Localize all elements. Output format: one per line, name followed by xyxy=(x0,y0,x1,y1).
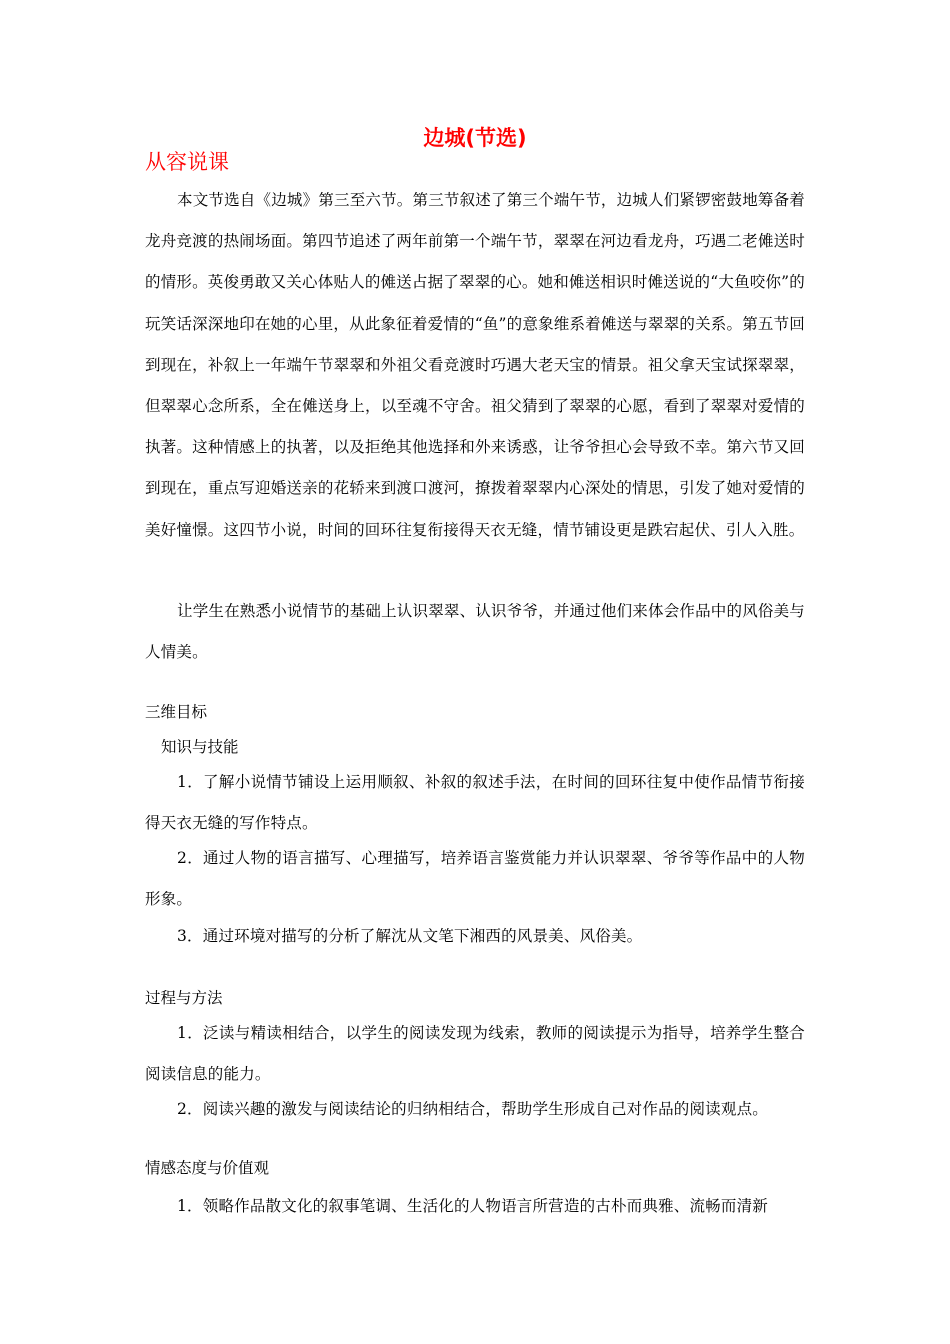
knowledge-heading: 知识与技能 xyxy=(161,738,239,756)
section-heading: 从容说课 xyxy=(145,150,229,174)
knowledge-item-2: 2．通过人物的语言描写、心理描写，培养语言鉴赏能力并认识翠翠、爷爷等作品中的人物形象。 xyxy=(145,849,805,909)
intro-paragraph-1: 本文节选自《边城》第三至六节。第三节叙述了第三个端午节，边城人们紧锣密鼓地筹备着龙舟竞渡的热闹场面。第四节追述了两年前第一个端午节，翠翠在河边看龙舟，巧遇二老傩送时的情形。英俊勇敢又关心体贴人的傩送占据了翠翠的心。她和傩送相识时傩送说的“大鱼咬你”的玩笑话深深地印在她的心里，从此象征着爱情的“鱼”的意象维系着傩送与翠翠的关系。第五节回到现在，补叙上一年端午节翠翠和外祖父看竞渡时巧遇大老天宝的情景。祖父拿天宝试探翠翠，但翠翠心念所系，全在傩送身上，以至魂不守舍。祖父猜到了翠翠的心愿，看到了翠翠对爱情的执著。这种情感上的执著，以及拒绝其他选择和外来诱惑，让爷爷担心会导致不幸。第六节又回到现在，重点写迎婚送亲的花轿来到渡口渡河，撩拨着翠翠内心深处的情思，引发了她对爱情的美好憧憬。这四节小说，时间的回环往复衔接得天衣无缝，情节铺设更是跌宕起伏、引人入胜。 xyxy=(145,191,806,539)
process-item-1: 1．泛读与精读相结合，以学生的阅读发现为线索，教师的阅读提示为指导，培养学生整合阅读信息的能力。 xyxy=(145,1024,805,1084)
emotion-heading: 情感态度与价值观 xyxy=(145,1159,270,1177)
process-item-2: 2．阅读兴趣的激发与阅读结论的归纳相结合，帮助学生形成自己对作品的阅读观点。 xyxy=(177,1100,768,1118)
goals-heading: 三维目标 xyxy=(145,703,208,721)
process-heading: 过程与方法 xyxy=(145,989,223,1007)
knowledge-item-3: 3．通过环境对描写的分析了解沈从文笔下湘西的风景美、风俗美。 xyxy=(177,927,643,945)
knowledge-item-1: 1．了解小说情节铺设上运用顺叙、补叙的叙述手法，在时间的回环往复中使作品情节衔接得天衣无缝的写作特点。 xyxy=(145,773,805,833)
emotion-item-1: 1．领略作品散文化的叙事笔调、生活化的人物语言所营造的古朴而典雅、流畅而清新 xyxy=(177,1197,768,1215)
intro-paragraph-2: 让学生在熟悉小说情节的基础上认识翠翠、认识爷爷，并通过他们来体会作品中的风俗美与人情美。 xyxy=(145,602,806,662)
document-title: 边城(节选) xyxy=(423,126,527,150)
